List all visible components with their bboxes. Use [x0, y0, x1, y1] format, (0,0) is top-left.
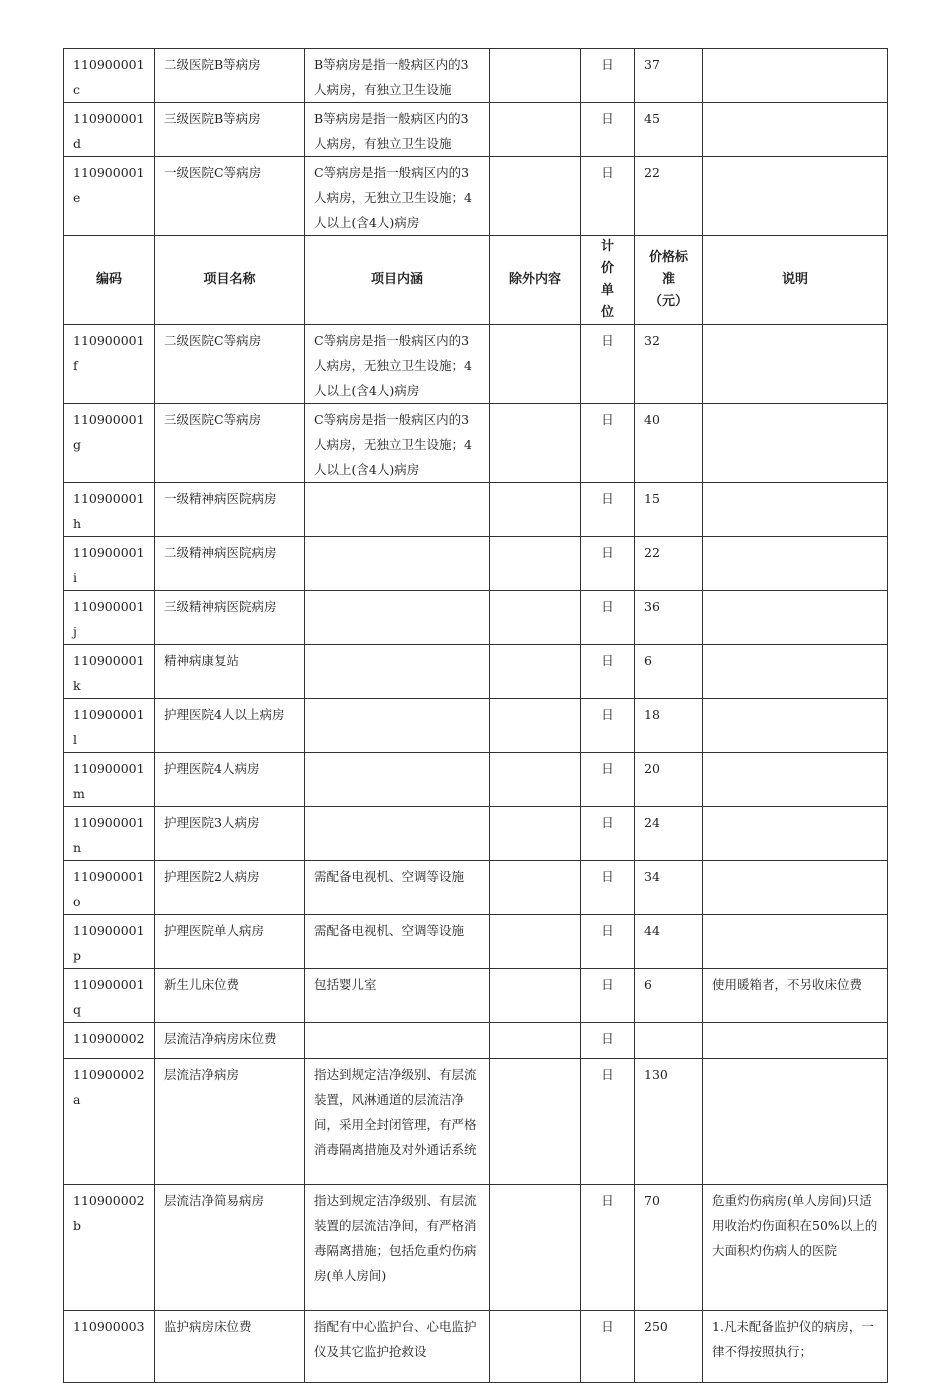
table-row	[64, 645, 888, 699]
table-row	[64, 49, 888, 103]
unit-cell: 日	[581, 969, 635, 1023]
excluded-cell	[490, 591, 581, 645]
name-cell: 三级精神病医院病房	[155, 591, 305, 645]
header-price: 价格标准（元）	[635, 236, 703, 325]
price-cell: 6	[635, 969, 703, 1023]
name-cell: 层流洁净简易病房	[155, 1185, 305, 1311]
table-row	[64, 483, 888, 537]
header-note: 说明	[703, 236, 888, 325]
unit-cell: 日	[581, 483, 635, 537]
note-cell	[703, 645, 888, 699]
content-cell	[305, 753, 490, 807]
content-cell: 需配备电视机、空调等设施	[305, 861, 490, 915]
content-cell	[305, 591, 490, 645]
price-cell: 45	[635, 103, 703, 157]
excluded-cell	[490, 753, 581, 807]
price-cell: 70	[635, 1185, 703, 1311]
unit-cell: 日	[581, 591, 635, 645]
unit-cell: 日	[581, 1059, 635, 1185]
note-cell	[703, 1023, 888, 1059]
content-cell: B等病房是指一般病区内的3人病房，有独立卫生设施	[305, 103, 490, 157]
name-cell: 精神病康复站	[155, 645, 305, 699]
content-cell	[305, 645, 490, 699]
name-cell: 层流洁净病房床位费	[155, 1023, 305, 1059]
unit-cell: 日	[581, 537, 635, 591]
price-table	[63, 48, 888, 1383]
code-cell: 110900002a	[64, 1059, 155, 1185]
note-cell	[703, 537, 888, 591]
price-cell: 22	[635, 537, 703, 591]
note-cell	[703, 483, 888, 537]
name-cell: 二级医院C等病房	[155, 325, 305, 404]
excluded-cell	[490, 49, 581, 103]
unit-cell: 日	[581, 699, 635, 753]
unit-cell: 日	[581, 157, 635, 236]
content-cell	[305, 483, 490, 537]
code-cell: 110900002	[64, 1023, 155, 1059]
unit-cell: 日	[581, 753, 635, 807]
excluded-cell	[490, 807, 581, 861]
price-cell: 6	[635, 645, 703, 699]
header-excluded: 除外内容	[490, 236, 581, 325]
content-cell	[305, 699, 490, 753]
table-row	[64, 753, 888, 807]
name-cell: 一级医院C等病房	[155, 157, 305, 236]
content-cell	[305, 537, 490, 591]
name-cell: 层流洁净病房	[155, 1059, 305, 1185]
table-row	[64, 861, 888, 915]
table-row	[64, 404, 888, 483]
code-cell: 110900001k	[64, 645, 155, 699]
table-header-row	[64, 236, 888, 325]
note-cell: 使用暖箱者，不另收床位费	[703, 969, 888, 1023]
name-cell: 护理医院4人以上病房	[155, 699, 305, 753]
excluded-cell	[490, 915, 581, 969]
content-cell: C等病房是指一般病区内的3人病房，无独立卫生设施；4人以上(含4人)病房	[305, 325, 490, 404]
excluded-cell	[490, 1023, 581, 1059]
code-cell: 110900001p	[64, 915, 155, 969]
note-cell	[703, 49, 888, 103]
excluded-cell	[490, 325, 581, 404]
table-row	[64, 1311, 888, 1383]
excluded-cell	[490, 1311, 581, 1383]
name-cell: 新生儿床位费	[155, 969, 305, 1023]
price-cell: 32	[635, 325, 703, 404]
price-cell: 36	[635, 591, 703, 645]
header-unit: 计价单位	[581, 236, 635, 325]
note-cell: 1.凡未配备监护仪的病房，一律不得按照执行；	[703, 1311, 888, 1383]
code-cell: 110900001m	[64, 753, 155, 807]
unit-cell: 日	[581, 1185, 635, 1311]
unit-cell: 日	[581, 49, 635, 103]
excluded-cell	[490, 699, 581, 753]
note-cell	[703, 103, 888, 157]
name-cell: 护理医院3人病房	[155, 807, 305, 861]
excluded-cell	[490, 537, 581, 591]
table-row	[64, 915, 888, 969]
name-cell: 三级医院C等病房	[155, 404, 305, 483]
price-cell: 250	[635, 1311, 703, 1383]
content-cell	[305, 807, 490, 861]
note-cell: 危重灼伤病房(单人房间)只适用收治灼伤面积在50%以上的大面积灼伤病人的医院	[703, 1185, 888, 1311]
content-cell: C等病房是指一般病区内的3人病房，无独立卫生设施；4人以上(含4人)病房	[305, 404, 490, 483]
note-cell	[703, 861, 888, 915]
code-cell: 110900001n	[64, 807, 155, 861]
header-content: 项目内涵	[305, 236, 490, 325]
unit-cell: 日	[581, 861, 635, 915]
code-cell: 110900001q	[64, 969, 155, 1023]
table-row	[64, 1059, 888, 1185]
code-cell: 110900003	[64, 1311, 155, 1383]
excluded-cell	[490, 969, 581, 1023]
unit-cell: 日	[581, 404, 635, 483]
header-code: 编码	[64, 236, 155, 325]
table-row	[64, 699, 888, 753]
price-cell: 15	[635, 483, 703, 537]
excluded-cell	[490, 103, 581, 157]
code-cell: 110900001j	[64, 591, 155, 645]
price-cell: 24	[635, 807, 703, 861]
unit-cell: 日	[581, 325, 635, 404]
name-cell: 护理医院4人病房	[155, 753, 305, 807]
code-cell: 110900001d	[64, 103, 155, 157]
note-cell	[703, 753, 888, 807]
content-cell	[305, 1023, 490, 1059]
price-cell: 130	[635, 1059, 703, 1185]
price-cell: 44	[635, 915, 703, 969]
table-row	[64, 591, 888, 645]
content-cell: B等病房是指一般病区内的3人病房，有独立卫生设施	[305, 49, 490, 103]
table-row	[64, 325, 888, 404]
name-cell: 二级精神病医院病房	[155, 537, 305, 591]
code-cell: 110900001o	[64, 861, 155, 915]
content-cell: 指达到规定洁净级别、有层流装置的层流洁净间，有严格消毒隔离措施；包括危重灼伤病房(单人房间)	[305, 1185, 490, 1311]
name-cell: 护理医院单人病房	[155, 915, 305, 969]
code-cell: 110900001i	[64, 537, 155, 591]
note-cell	[703, 915, 888, 969]
name-cell: 护理医院2人病房	[155, 861, 305, 915]
code-cell: 110900001e	[64, 157, 155, 236]
excluded-cell	[490, 483, 581, 537]
excluded-cell	[490, 1185, 581, 1311]
table-row	[64, 103, 888, 157]
table-row	[64, 157, 888, 236]
code-cell: 110900001h	[64, 483, 155, 537]
price-cell: 18	[635, 699, 703, 753]
note-cell	[703, 1059, 888, 1185]
excluded-cell	[490, 861, 581, 915]
price-cell: 22	[635, 157, 703, 236]
content-cell: 包括婴儿室	[305, 969, 490, 1023]
name-cell: 二级医院B等病房	[155, 49, 305, 103]
note-cell	[703, 325, 888, 404]
table-row	[64, 1023, 888, 1059]
note-cell	[703, 699, 888, 753]
price-cell	[635, 1023, 703, 1059]
unit-cell: 日	[581, 1311, 635, 1383]
note-cell	[703, 591, 888, 645]
name-cell: 三级医院B等病房	[155, 103, 305, 157]
price-cell: 40	[635, 404, 703, 483]
excluded-cell	[490, 157, 581, 236]
name-cell: 监护病房床位费	[155, 1311, 305, 1383]
price-table-body	[64, 49, 888, 1383]
table-row	[64, 537, 888, 591]
table-row	[64, 969, 888, 1023]
price-cell: 34	[635, 861, 703, 915]
note-cell	[703, 157, 888, 236]
code-cell: 110900001l	[64, 699, 155, 753]
note-cell	[703, 807, 888, 861]
excluded-cell	[490, 645, 581, 699]
unit-cell: 日	[581, 807, 635, 861]
excluded-cell	[490, 404, 581, 483]
price-cell: 37	[635, 49, 703, 103]
code-cell: 110900001g	[64, 404, 155, 483]
code-cell: 110900001f	[64, 325, 155, 404]
excluded-cell	[490, 1059, 581, 1185]
note-cell	[703, 404, 888, 483]
code-cell: 110900002b	[64, 1185, 155, 1311]
content-cell: 指达到规定洁净级别、有层流装置，风淋通道的层流洁净间，采用全封闭管理，有严格消毒隔离措施及对外通话系统	[305, 1059, 490, 1185]
header-name: 项目名称	[155, 236, 305, 325]
code-cell: 110900001c	[64, 49, 155, 103]
name-cell: 一级精神病医院病房	[155, 483, 305, 537]
unit-cell: 日	[581, 915, 635, 969]
unit-cell: 日	[581, 103, 635, 157]
content-cell: 需配备电视机、空调等设施	[305, 915, 490, 969]
content-cell: 指配有中心监护台、心电监护仪及其它监护抢救设	[305, 1311, 490, 1383]
unit-cell: 日	[581, 645, 635, 699]
table-row	[64, 807, 888, 861]
content-cell: C等病房是指一般病区内的3人病房，无独立卫生设施；4人以上(含4人)病房	[305, 157, 490, 236]
price-cell: 20	[635, 753, 703, 807]
table-row	[64, 1185, 888, 1311]
unit-cell: 日	[581, 1023, 635, 1059]
